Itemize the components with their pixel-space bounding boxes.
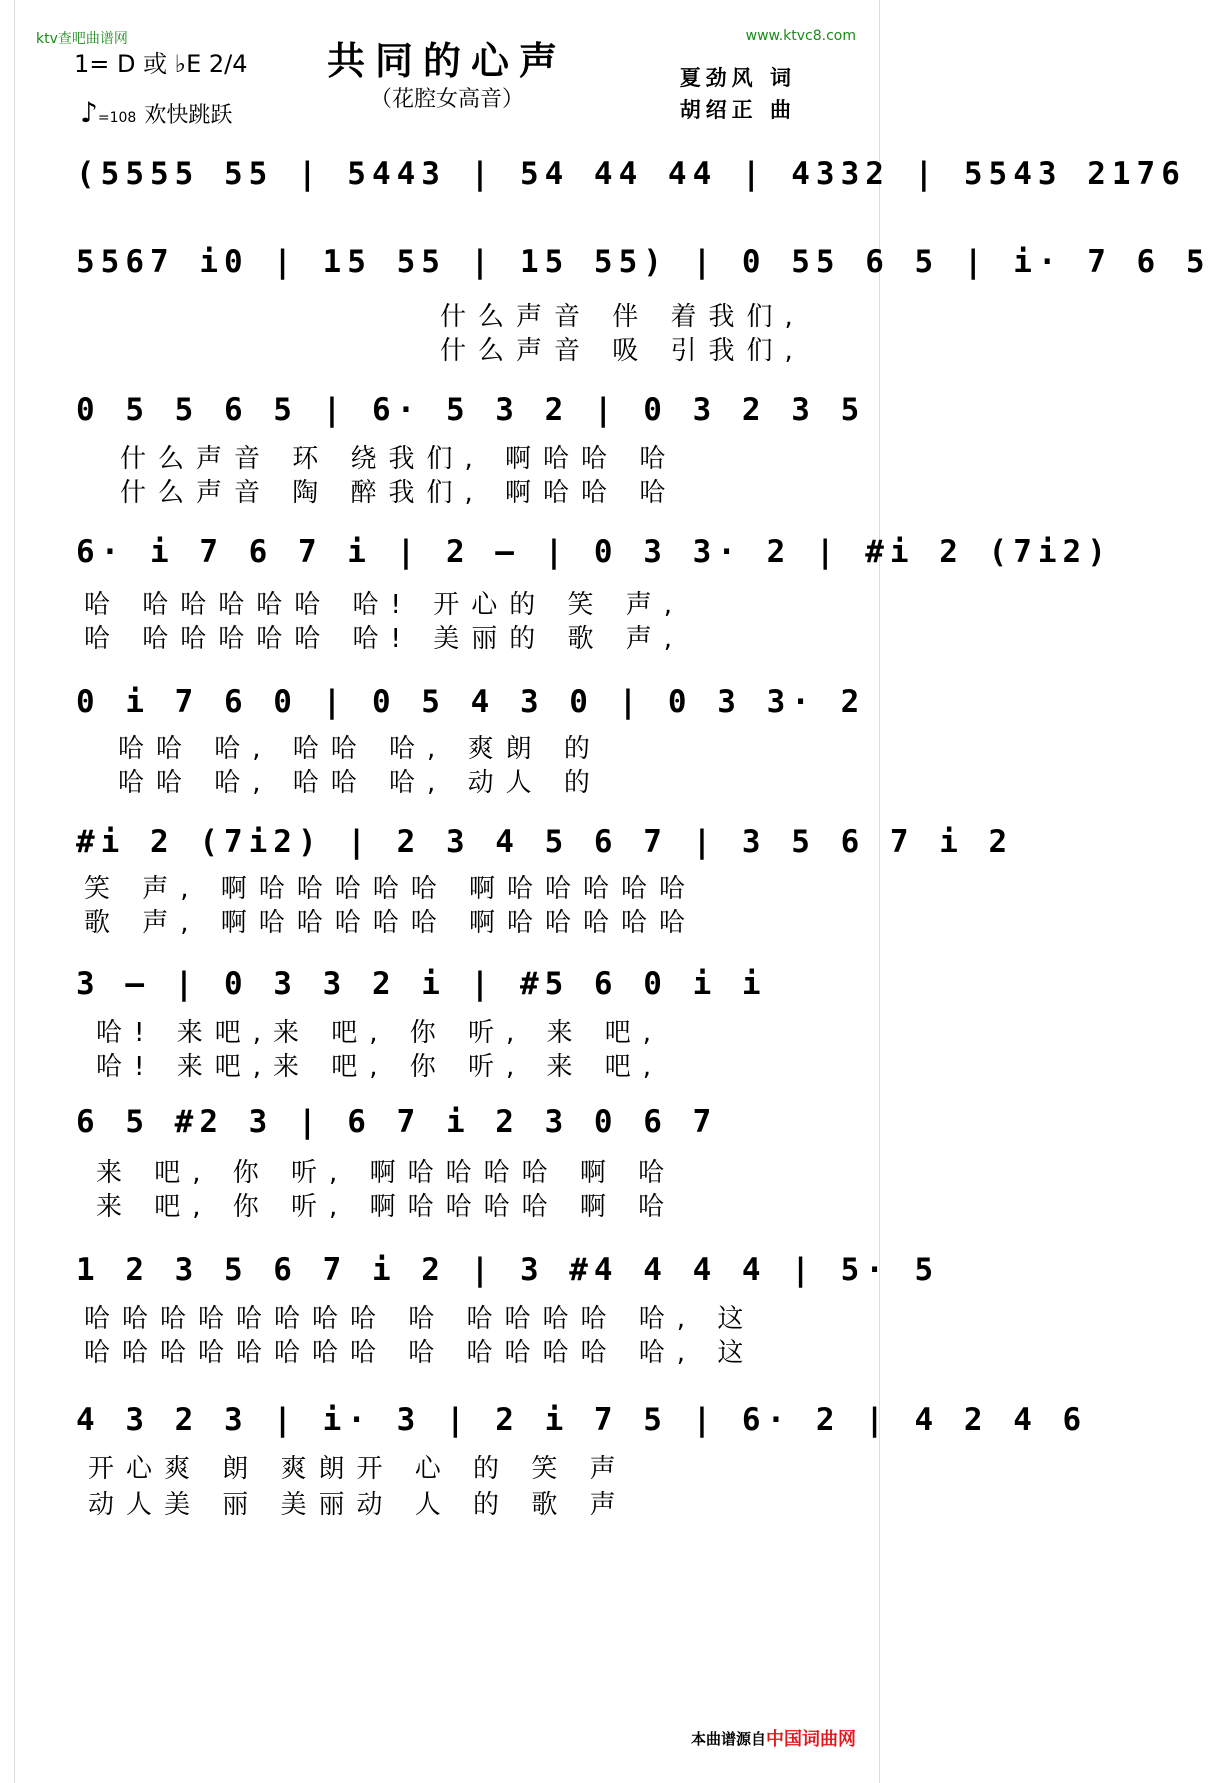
key-signature: 1= D 或 ♭E 2/4: [74, 50, 248, 78]
site-watermark-right: www.ktvc8.com: [745, 28, 856, 44]
notation-line: #i 2 (7i2) | 2 3 4 5 6 7 | 3 5 6 7 i 2: [76, 824, 1014, 860]
notation-line: 0 5 5 6 5 | 6· 5 3 2 | 0 3 2 3 5: [76, 392, 866, 428]
staff-row: [76, 148, 1186, 200]
notation-line: 5567 i0 | 15 55 | 15 55) | 0 55 6 5 | i· 7 6 5: [76, 244, 1211, 280]
staff-row: [76, 1096, 806, 1148]
lyric-line: 歌 声, 啊哈哈哈哈哈 啊哈哈哈哈哈: [84, 908, 698, 938]
lyric-line: 哈哈 哈, 哈哈 哈, 动人 的: [118, 768, 602, 798]
staff-row: [76, 384, 866, 436]
left-margin-strip: [0, 0, 15, 1783]
lyric-line: 哈哈哈哈哈哈哈哈 哈 哈哈哈哈 哈, 这: [84, 1338, 756, 1368]
lyric-line: 哈 哈哈哈哈哈 哈! 开心的 笑 声,: [84, 590, 685, 620]
lyric-line: 哈 哈哈哈哈哈 哈! 美丽的 歌 声,: [84, 624, 685, 654]
notation-line: 4 3 2 3 | i· 3 | 2 i 7 5 | 6· 2 | 4 2 4 6: [76, 1402, 1088, 1438]
credits: [680, 62, 796, 126]
lyric-line: 什么声音 吸 引我们,: [440, 336, 805, 366]
lyric-line: 什么声音 环 绕我们, 啊哈哈 哈: [120, 444, 678, 474]
lyricist: 夏劲风 词: [679, 66, 796, 90]
lyric-line: 开心爽 朗 爽朗开 心 的 笑 声: [88, 1454, 628, 1484]
notation-line: 0 i 7 6 0 | 0 5 4 3 0 | 0 3 3· 2: [76, 684, 866, 720]
staff-row: [76, 526, 1112, 578]
staff-row: [76, 958, 806, 1010]
lyric-line: 来 吧, 你 听, 啊哈哈哈哈 啊 哈: [96, 1158, 677, 1188]
staff-row: [76, 1394, 1088, 1446]
tempo-value: =108: [97, 110, 137, 126]
notation-line: 6 5 #2 3 | 6 7 i 2 3 0 6 7: [76, 1104, 718, 1140]
lyric-line: 哈! 来吧,来 吧, 你 听, 来 吧,: [96, 1052, 664, 1082]
notation-line: 3 — | 0 3 3 2 i | #5 6 0 i i: [76, 966, 767, 1002]
lyric-line: 动人美 丽 美丽动 人 的 歌 声: [88, 1490, 628, 1520]
lyric-line: 来 吧, 你 听, 啊哈哈哈哈 啊 哈: [96, 1192, 677, 1222]
lyric-line: 什么声音 陶 醉我们, 啊哈哈 哈: [120, 478, 678, 508]
notation-line: 1 2 3 5 6 7 i 2 | 3 #4 4 4 4 | 5· 5: [76, 1252, 940, 1288]
lyric-line: 笑 声, 啊哈哈哈哈哈 啊哈哈哈哈哈: [84, 874, 698, 904]
notation-line: 6· i 7 6 7 i | 2 — | 0 3 3· 2 | #i 2 (7i2): [76, 534, 1112, 570]
eighth-note-icon: ♪: [80, 96, 98, 129]
lyric-line: 哈哈 哈, 哈哈 哈, 爽朗 的: [118, 734, 602, 764]
song-subtitle: （花腔女高音）: [369, 87, 524, 112]
staff-row: [76, 1244, 940, 1296]
staff-row: [76, 676, 866, 728]
staff-row: [76, 816, 1014, 868]
lyric-line: 哈! 来吧,来 吧, 你 听, 来 吧,: [96, 1018, 664, 1048]
tempo-text: 欢快跳跃: [144, 103, 233, 128]
notation-line: (5555 55 | 5443 | 54 44 44 | 4332 | 5543 2176: [76, 156, 1186, 192]
source-label: 本曲谱源自: [690, 1730, 766, 1748]
staff-row: [76, 236, 1211, 288]
lyric-line: 什么声音 伴 着我们,: [440, 302, 805, 332]
site-watermark-left: ktv查吧曲谱网: [36, 31, 128, 47]
song-title: 共同的心声: [326, 38, 567, 83]
lyric-line: 哈哈哈哈哈哈哈哈 哈 哈哈哈哈 哈, 这: [84, 1304, 756, 1334]
source-site-logo: 中国词曲网: [766, 1729, 856, 1750]
composer: 胡绍正 曲: [679, 98, 796, 122]
